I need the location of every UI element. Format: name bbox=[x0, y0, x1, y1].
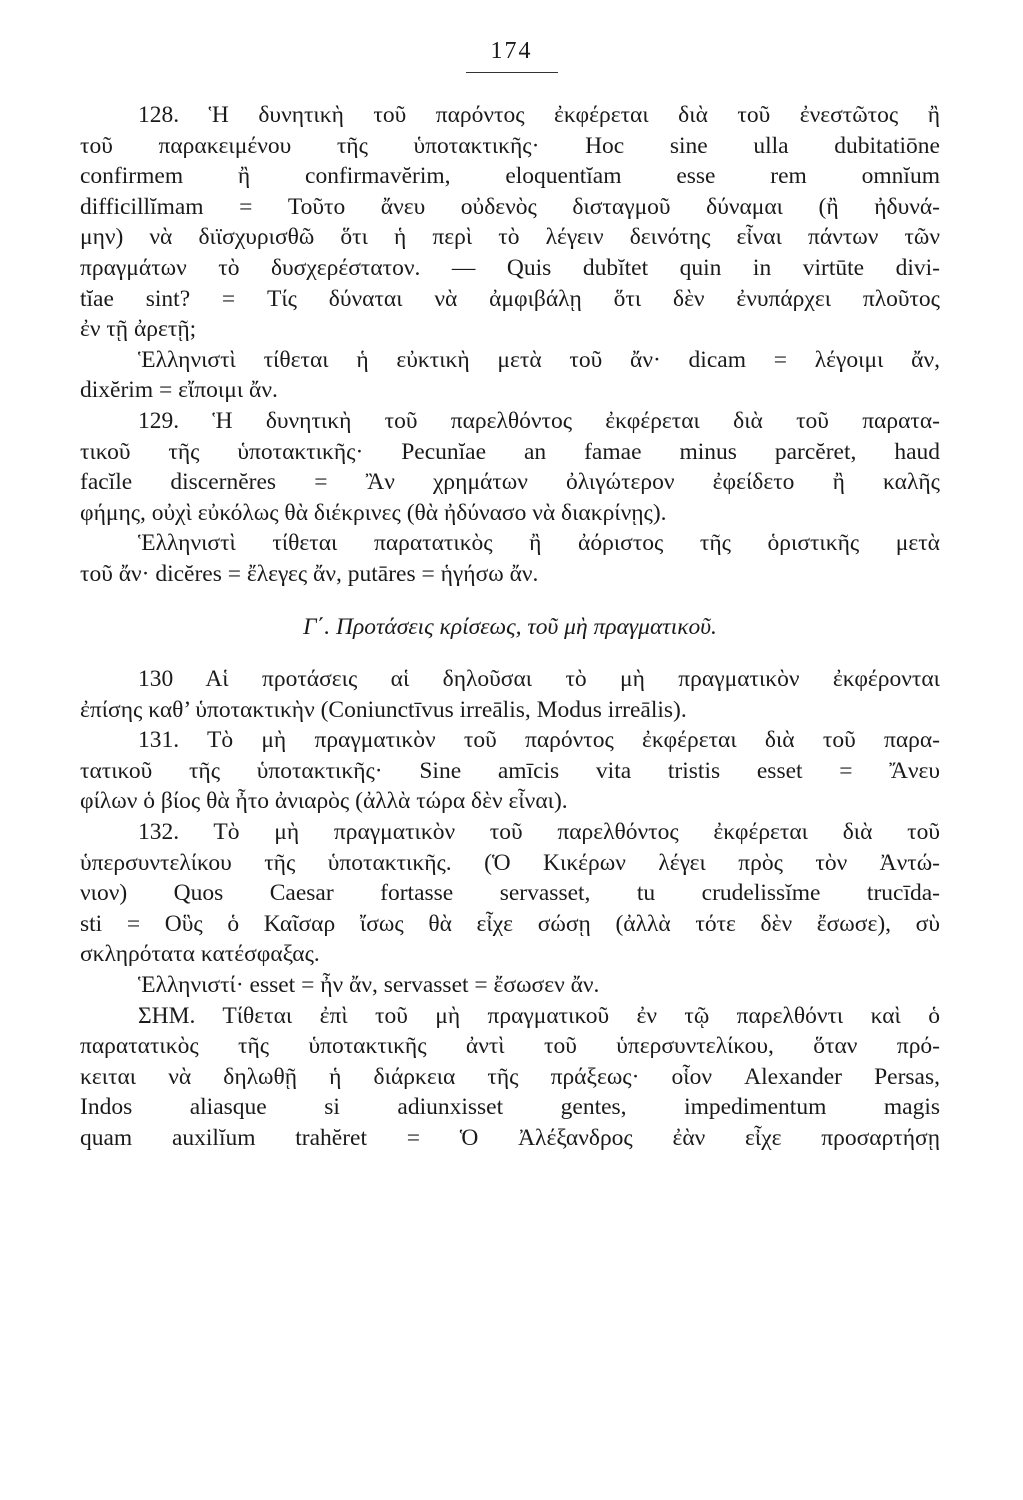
text-line: facĭle discernĕres = Ἂν χρημάτων ὀλιγώτερον ἐφείδετο ἢ καλῆς bbox=[80, 469, 940, 496]
text-line: 128. Ἡ δυνητικὴ τοῦ παρόντος ἐκφέρεται διὰ τοῦ ἐνεστῶτος ἢ bbox=[138, 102, 940, 128]
text-line: Ἑλληνιστὶ τίθεται παρατατικὸς ἢ ἀόριστος τῆς ὁριστικῆς μετὰ bbox=[138, 530, 940, 557]
spacer bbox=[80, 642, 940, 664]
text-line: quam auxilĭum trahĕret = Ὁ Ἀλέξανδρος ἐὰν εἶχε προσαρτήσῃ bbox=[80, 1125, 940, 1151]
page-body bbox=[80, 100, 940, 1154]
text-line: 129. Ἡ δυνητικὴ τοῦ παρελθόντος ἐκφέρεται διὰ τοῦ παρατα- bbox=[138, 407, 940, 434]
header-rule bbox=[466, 72, 558, 73]
text-line: confirmem ἢ confirmavĕrim, eloquentĭam esse rem omnĭum bbox=[80, 163, 940, 190]
text-line: πραγμάτων τὸ δυσχερέστατον. — Quis dubĭtet quin in virtūte divi- bbox=[80, 254, 940, 281]
text-line: κειται νὰ δηλωθῇ ἡ διάρκεια τῆς πράξεως· οἷον Alexander Persas, bbox=[80, 1063, 940, 1090]
text-line: Ἑλληνιστὶ τίθεται ἡ εὐκτικὴ μετὰ τοῦ ἄν· dicam = λέγοιμι ἄν, bbox=[138, 346, 940, 373]
text-line: νιον) Quos Caesar fortasse servasset, tu crudelissĭme trucīda- bbox=[80, 880, 940, 907]
text-line: ΣΗΜ. Τίθεται ἐπὶ τοῦ μὴ πραγματικοῦ ἐν τῷ παρελθόντι καὶ ὁ bbox=[138, 1002, 940, 1029]
text-line: 131. Τὸ μὴ πραγματικὸν τοῦ παρόντος ἐκφέρεται διὰ τοῦ παρα- bbox=[138, 727, 940, 754]
text-line: 130 Αἱ προτάσεις αἱ δηλοῦσαι τὸ μὴ πραγματικὸν ἐκφέρονται bbox=[138, 666, 940, 693]
text-line: Indos aliasque si adiunxisset gentes, impedimentum magis bbox=[80, 1094, 940, 1121]
text-line: 132. Τὸ μὴ πραγματικὸν τοῦ παρελθόντος ἐκφέρεται διὰ τοῦ bbox=[138, 819, 940, 846]
text-line: τατικοῦ τῆς ὑποτακτικῆς· Sine amīcis vita tristis esset = Ἄνευ bbox=[80, 757, 940, 784]
text-block-paragraphs-130-132 bbox=[80, 664, 940, 1154]
page-number: 174 bbox=[490, 38, 533, 64]
text-line: difficillĭmam = Τοῦτο ἄνευ οὐδενὸς δισταγμοῦ δύναμαι (ἢ ἠδυνά- bbox=[80, 193, 940, 220]
text-line: ἐπίσης καθ’ ὑποτακτικὴν (Coniunctīvus irreālis, Modus irreālis). bbox=[80, 696, 687, 723]
text-line: μην) νὰ διϊσχυρισθῶ ὅτι ἡ περὶ τὸ λέγειν δεινότης εἶναι πάντων τῶν bbox=[80, 224, 940, 251]
text-line: τικοῦ τῆς ὑποτακτικῆς· Pecunĭae an famae minus parcĕret, haud bbox=[80, 438, 940, 465]
text-line: παρατατικὸς τῆς ὑποτακτικῆς ἀντὶ τοῦ ὑπερσυντελίκου, ὅταν πρό- bbox=[80, 1033, 940, 1060]
text-line: ὑπερσυντελίκου τῆς ὑποτακτικῆς. (Ὁ Κικέρων λέγει πρὸς τὸν Ἀντώ- bbox=[80, 849, 940, 876]
text-line: dixĕrim = εἴποιμι ἄν. bbox=[80, 377, 278, 404]
text-line: φήμης, οὐχὶ εὐκόλως θὰ διέκρινες (θὰ ἠδύνασο νὰ διακρίνῃς). bbox=[80, 499, 667, 526]
text-line: τοῦ ἄν· dicĕres = ἔλεγες ἄν, putāres = ἡγήσω ἄν. bbox=[80, 560, 539, 587]
spacer bbox=[80, 590, 940, 612]
text-line: τοῦ παρακειμένου τῆς ὑποτακτικῆς· Hoc sine ulla dubitatiōne bbox=[80, 132, 940, 159]
text-line: Ἑλληνιστί· esset = ἦν ἄν, servasset = ἔσωσεν ἄν. bbox=[138, 972, 600, 999]
text-line: sti = Οὓς ὁ Καῖσαρ ἴσως θὰ εἶχε σώσῃ (ἀλλὰ τότε δὲν ἔσωσε), σὺ bbox=[80, 910, 940, 937]
text-line: tĭae sint? = Τίς δύναται νὰ ἀμφιβάλῃ ὅτι δὲν ἐνυπάρχει πλοῦτος bbox=[80, 285, 940, 312]
text-line: φίλων ὁ βίος θὰ ἦτο ἀνιαρὸς (ἀλλὰ τώρα δὲν εἶναι). bbox=[80, 788, 568, 815]
text-line: σκληρότατα κατέσφαξας. bbox=[80, 941, 320, 968]
text-block-paragraphs-128-129 bbox=[80, 100, 940, 590]
section-heading: Γ΄. Προτάσεις κρίσεως, τοῦ μὴ πραγματικοῦ. bbox=[303, 613, 717, 640]
text-line: ἐν τῇ ἀρετῇ; bbox=[80, 316, 197, 343]
